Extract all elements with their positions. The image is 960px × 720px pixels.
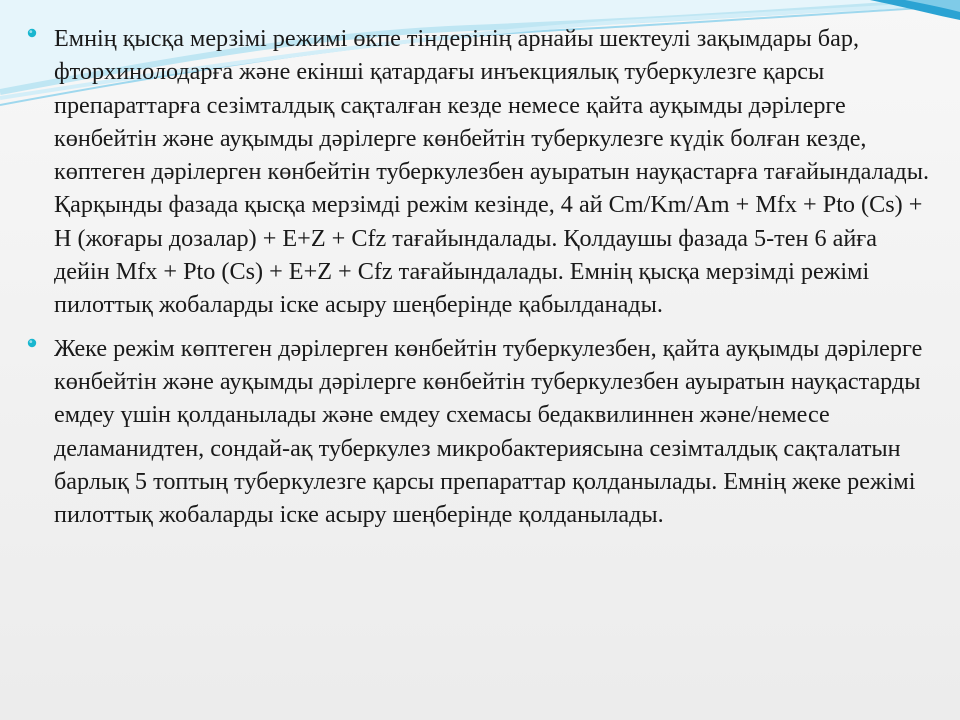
bullet-text: Емнің қысқа мерзімі режимі өкпе тіндерінің арнайы шектеулі зақымдары бар, фторхинолодарға және екінші қатардағы инъекциялық туберкулезге қарсы препараттарға сезімталдық сақталған кезде немесе қайта ауқымды дәрілерге көнбейтін және ауқымды дәрілерге көнбейтін туберкулезге күдік болған кезде, көптеген дәрілерген көнбейтін туберкулезбен ауыратын науқастарға тағайындалады. Қарқынды фазада қысқа мерзімді режім кезінде, 4 ай Cm/Km/Am + Mfx + Pto (Cs) + H (жоғары дозалар) + E+Z + Cfz тағайындалады. Қолдаушы фазада 5-тен 6 айға дейін Mfx + Pto (Cs) + E+Z + Cfz тағайындалады. Емнің қысқа мерзімді режімі пилоттық жобаларды іске асыру шеңберінде қабылданады.: [54, 25, 929, 319]
bullet-list: [24, 22, 936, 541]
teal-dot-icon: [26, 337, 38, 349]
bullet-item: [24, 332, 936, 532]
bullet-item: [24, 22, 936, 322]
teal-dot-icon: [26, 27, 38, 39]
bullet-text: Жеке режім көптеген дәрілерген көнбейтін туберкулезбен, қайта ауқымды дәрілерге көнбейтін және ауқымды дәрілерге көнбейтін туберкулезбен ауыратын науқастарды емдеу үшін қолданылады және емдеу схемасы бедаквилиннен және/немесе деламанидтен, сондай-ақ туберкулез микробактериясына сезімталдық сақталатын барлық 5 топтың туберкулезге қарсы препараттар қолданылады. Емнің жеке режімі пилоттық жобаларды іске асыру шеңберінде қолданылады.: [54, 334, 923, 529]
